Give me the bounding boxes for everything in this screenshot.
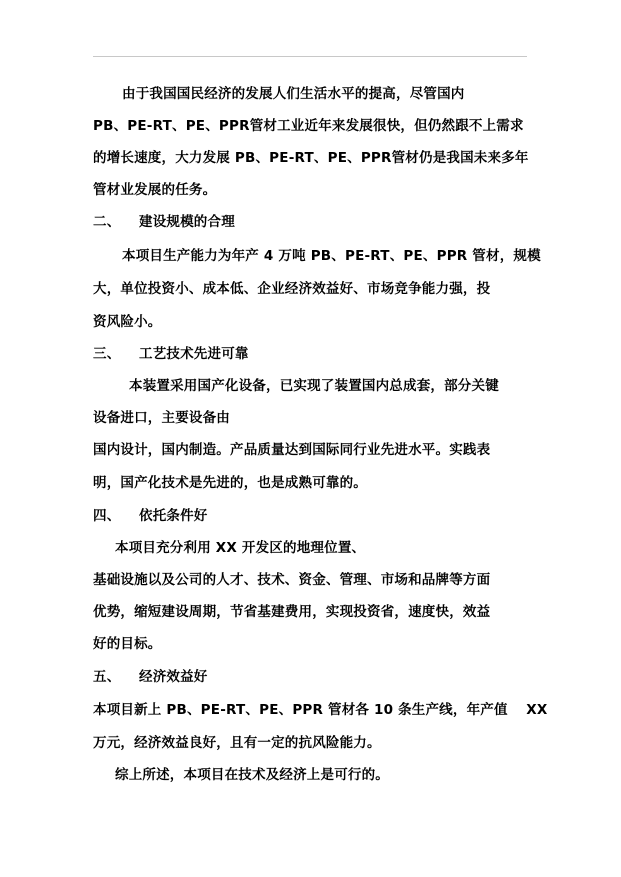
section-5-line-1: 本项目新上 PB、PE-RT、PE、PPR 管材各 10 条生产线，年产值 XX: [93, 702, 548, 718]
section-4-title: 依托条件好: [139, 508, 208, 524]
section-2-line-1: 本项目生产能力为年产 4 万吨 PB、PE-RT、PE、PPR 管材，规模: [122, 248, 541, 264]
section-5-heading: [93, 667, 208, 687]
section-4-line-4: 好的目标。: [93, 636, 162, 652]
conclusion-line: 综上所述，本项目在技术及经济上是可行的。: [115, 767, 389, 783]
section-3-title: 工艺技术先进可靠: [139, 346, 249, 362]
section-5-title: 经济效益好: [139, 669, 208, 685]
section-3-line-1: 本装置采用国产化设备，已实现了装置国内总成套，部分关键: [129, 378, 499, 394]
section-4-line-2: 基础设施以及公司的人才、技术、资金、管理、市场和品牌等方面: [93, 572, 491, 588]
section-2-line-3: 资风险小。: [93, 314, 162, 330]
section-4-line-1: 本项目充分利用 XX 开发区的地理位置、: [115, 540, 366, 556]
header-rule: [93, 56, 527, 57]
section-2-number: 二、: [93, 214, 121, 230]
section-5-line-2: 万元，经济效益良好，且有一定的抗风险能力。: [93, 735, 381, 751]
paragraph-1-line-4: 管材业发展的任务。: [93, 182, 217, 198]
section-3-line-3: 国内设计，国内制造。产品质量达到国际同行业先进水平。实践表: [93, 442, 491, 458]
section-2-line-2: 大，单位投资小、成本低、企业经济效益好、市场竞争能力强，投: [93, 281, 491, 297]
section-4-line-3: 优势，缩短建设周期，节省基建费用，实现投资省，速度快，效益: [93, 604, 491, 620]
section-4-heading: [93, 506, 208, 526]
section-2-title: 建设规模的合理: [139, 214, 235, 230]
paragraph-1-line-2: PB、PE-RT、PE、PPR管材工业近年来发展很快，但仍然跟不上需求: [93, 118, 524, 134]
paragraph-1-line-3: 的增长速度，大力发展 PB、PE-RT、PE、PPR管材仍是我国未来多年: [93, 150, 529, 166]
section-3-line-4: 明，国产化技术是先进的，也是成熟可靠的。: [93, 475, 367, 491]
section-3-line-2: 设备进口，主要设备由: [93, 410, 230, 426]
section-3-number: 三、: [93, 346, 121, 362]
section-2-heading: [93, 212, 235, 232]
section-3-heading: [93, 344, 249, 364]
section-5-number: 五、: [93, 669, 121, 685]
paragraph-1-line-1: 由于我国国民经济的发展人们生活水平的提高，尽管国内: [122, 86, 465, 102]
section-4-number: 四、: [93, 508, 121, 524]
